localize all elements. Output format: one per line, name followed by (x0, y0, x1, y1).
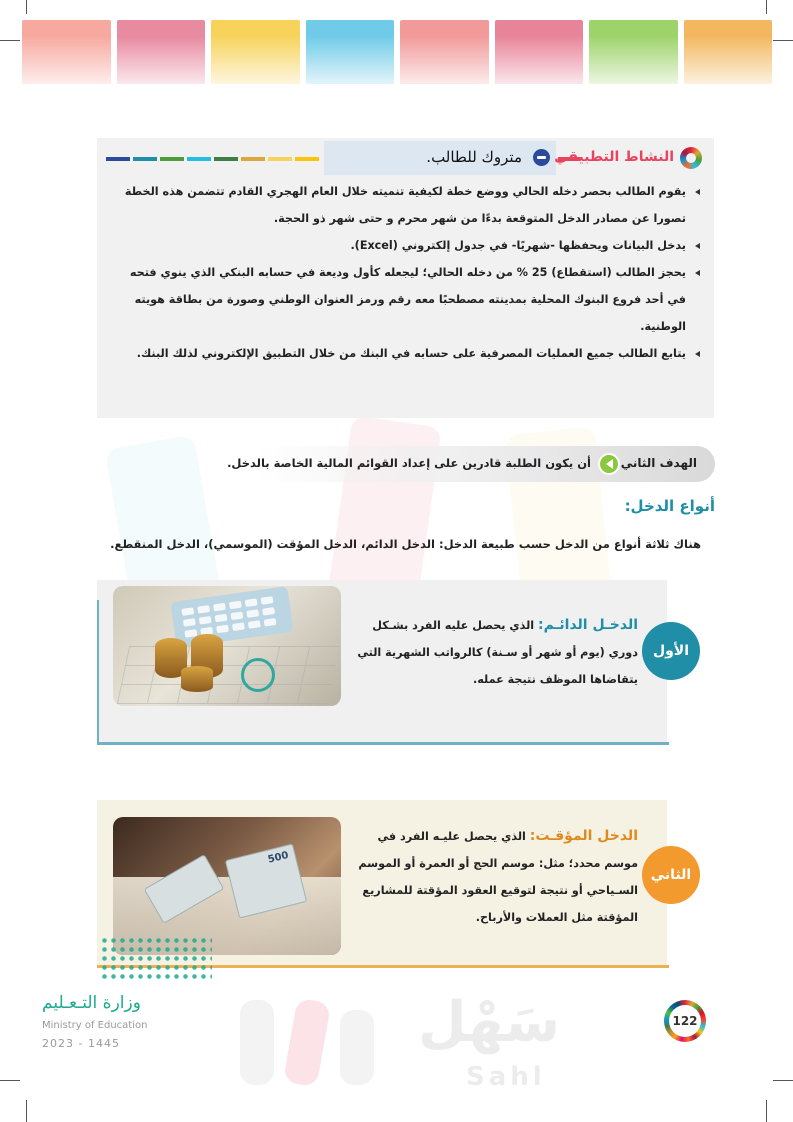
edition-year: 2023 - 1445 (42, 1037, 120, 1050)
header-fade (22, 36, 772, 106)
color-lines-decoration (106, 157, 319, 161)
card1-text (357, 612, 638, 693)
color-line (214, 157, 238, 161)
crop-mark (26, 0, 27, 14)
color-line (133, 157, 157, 161)
sahl-watermark-ar: سَهْل (418, 990, 561, 1055)
crop-mark (766, 1100, 767, 1122)
card1-line: يتقاضاها الموظف نتيجة عمله. (472, 673, 638, 686)
ministry-name-ar: وزارة التـعـليم (42, 993, 141, 1013)
calculator-icon (170, 586, 293, 648)
crop-mark (0, 1080, 20, 1081)
color-line (106, 157, 130, 161)
sdg-wheel-icon (680, 147, 702, 169)
banknote-value: 500 (266, 849, 290, 866)
page-number: 122 (669, 1005, 701, 1037)
list-item: يدخل البيانات ويحفظها -شهريًا- في جدول إلكتروني (Excel). (112, 232, 702, 259)
activity-list (112, 178, 702, 367)
ministry-name-en: Ministry of Education (42, 1020, 148, 1031)
crop-mark (26, 1100, 27, 1122)
activity-header (100, 141, 712, 175)
activity-note: متروك للطالب. (426, 148, 522, 166)
color-line (241, 157, 265, 161)
crop-mark (773, 40, 793, 41)
goal-bar (227, 446, 715, 482)
color-line (160, 157, 184, 161)
card1-line: دوري (يوم أو شهر أو سـنة) كالرواتب الشهرية التي (357, 646, 638, 659)
badge-first: الأول (642, 622, 700, 680)
color-line (187, 157, 211, 161)
badge-second: الثاني (642, 846, 700, 904)
card2-line: المؤقتة مثل العملات والأرباح. (475, 911, 638, 924)
calculator-coins-photo (113, 586, 341, 706)
section-title: أنواع الدخل: (624, 497, 715, 515)
list-item: يحجز الطالب (استقطاع) 25 % من دخله الحالي؛ ليجعله كأول وديعة في حسابه البنكي الذي ينوي فتحه في أحد فروع البنوك المحلية بمدينته مصطحبًا معه رقم ورمز العنوان الوطني وصورة من بطاقة هويته الوطنية. (112, 259, 702, 340)
ministry-dots-logo (100, 936, 212, 980)
card1-line: الذي يحصل عليه الفرد بشـكل (372, 619, 535, 632)
term-temporary: الدخل المؤقـت: (529, 828, 638, 844)
crop-mark (766, 0, 767, 14)
sahl-logo-mark (240, 1000, 380, 1085)
activity-title: النشاط التطبيقي (554, 149, 674, 165)
goal-label: الهدف الثاني (620, 456, 697, 470)
card2-line: الذي يحصل عليـه الفرد في (377, 830, 526, 843)
list-item: يقوم الطالب بحصر دخله الحالي ووضع خطة لكيفية تنميته خلال العام الهجري القادم تتضمن هذه الخطة تصورا عن مصادر الدخل المتوقعة بدءًا من شهر محرم و حتى شهر ذو الحجة. (112, 178, 702, 232)
section-intro: هناك ثلاثة أنواع من الدخل حسب طبيعة الدخل: الدخل الدائم، الدخل المؤقت (الموسمي)، الدخل المنقطع. (110, 537, 701, 551)
money-counting-photo (113, 817, 341, 955)
card2-line: موسم محدد؛ مثل: موسم الحج أو العمرة أو الموسم (358, 857, 638, 870)
calendar-grid (117, 646, 339, 704)
term-permanent: الدخـل الدائـم: (538, 617, 638, 633)
list-item: يتابع الطالب جميع العمليات المصرفية على حسابه في البنك من خلال التطبيق الإلكتروني لذلك البنك. (112, 340, 702, 367)
color-line (268, 157, 292, 161)
note-badge-icon (533, 149, 550, 166)
color-line (295, 157, 319, 161)
sahl-watermark-en: Sahl (466, 1062, 546, 1092)
calendar-circle-mark (241, 658, 275, 692)
page-number-badge (664, 1000, 706, 1042)
card2-line: السـياحي أو نتيجة لتوقيع العقود المؤقتة للمشاريع (362, 884, 638, 897)
coin-stack-icon (181, 666, 213, 692)
card2-text (358, 823, 638, 931)
arrow-left-icon (598, 453, 620, 475)
crop-mark (0, 40, 20, 41)
goal-text: أن يكون الطلبة قادرين على إعداد القوائم المالية الخاصة بالدخل. (227, 456, 591, 470)
crop-mark (773, 1080, 793, 1081)
